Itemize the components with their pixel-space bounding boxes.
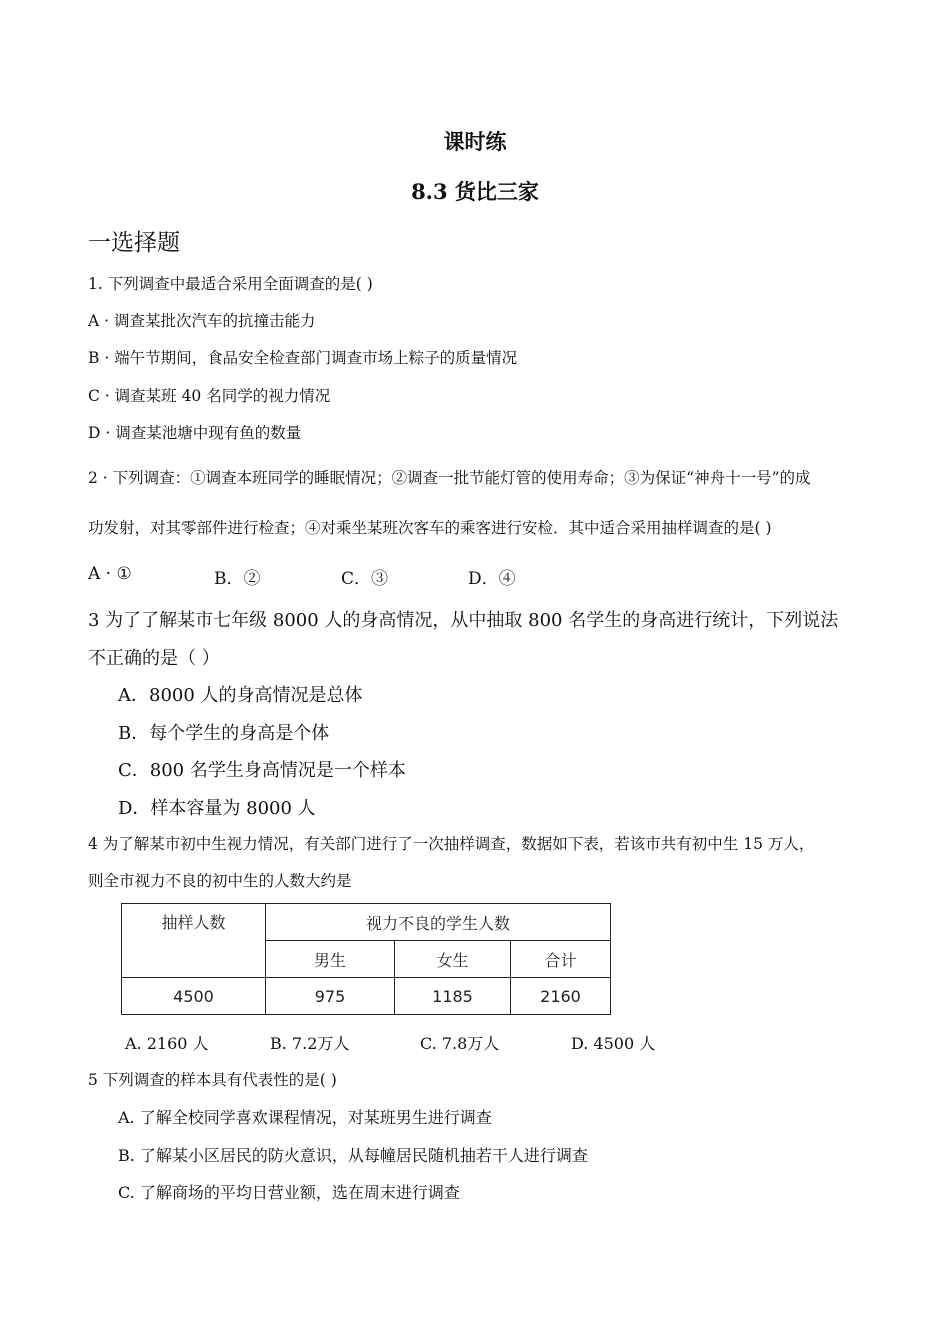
question-5-option-c: C. 了解商场的平均日营业额，选在周末进行调查 bbox=[118, 1183, 460, 1202]
question-3-option-a: A．8000 人的身高情况是总体 bbox=[118, 685, 363, 706]
question-1-option-b: B · 端午节期间，食品安全检查部门调查市场上粽子的质量情况 bbox=[88, 349, 518, 367]
table-cell-girls: 1185 bbox=[395, 978, 511, 1015]
table-cell-total: 2160 bbox=[511, 978, 611, 1015]
question-3-option-c: C．800 名学生身高情况是一个样本 bbox=[118, 760, 406, 781]
question-4-option-c: C. 7.8万人 bbox=[420, 1034, 500, 1053]
question-2-option-b: B．② bbox=[214, 569, 261, 589]
question-2-option-d: D．④ bbox=[468, 569, 516, 589]
question-2-stem-line2: 功发射，对其零部件进行检查；④对乘坐某班次客车的乘客进行安检．其中适合采用抽样调查的是( ) bbox=[88, 519, 772, 537]
question-4-stem-line2: 则全市视力不良的初中生的人数大约是 bbox=[88, 872, 352, 890]
question-4-stem-line1: 4 为了解某市初中生视力情况，有关部门进行了一次抽样调查，数据如下表，若该市共有初中生 15 万人， bbox=[88, 835, 815, 853]
question-5-stem: 5 下列调查的样本具有代表性的是( ) bbox=[88, 1071, 337, 1089]
lesson-subtitle: 8.3 货比三家 bbox=[411, 179, 539, 204]
question-2-stem-line1: 2 · 下列调查：①调查本班同学的睡眠情况；②调查一批节能灯管的使用寿命；③为保证“神舟十一号”的成 bbox=[88, 469, 811, 487]
question-5-option-b: B. 了解某小区居民的防火意识，从每幢居民随机抽若干人进行调查 bbox=[118, 1146, 588, 1165]
question-3-option-d: D．样本容量为 8000 人 bbox=[118, 798, 316, 819]
section-heading: 一选择题 bbox=[88, 230, 180, 256]
question-4-option-b: B. 7.2万人 bbox=[270, 1034, 350, 1053]
question-3-option-b: B．每个学生的身高是个体 bbox=[118, 723, 330, 744]
table-cell-boys: 975 bbox=[266, 978, 395, 1015]
table-cell-sample: 4500 bbox=[122, 978, 266, 1015]
survey-table bbox=[121, 903, 611, 1015]
question-4-option-a: A. 2160 人 bbox=[125, 1034, 209, 1053]
page-title: 课时练 bbox=[443, 129, 507, 154]
question-2-option-a: A · ① bbox=[88, 564, 132, 584]
table-header-poor-vision: 视力不良的学生人数 bbox=[266, 904, 611, 941]
table-header-total: 合计 bbox=[511, 941, 611, 978]
question-1-stem: 1. 下列调查中最适合采用全面调查的是( ) bbox=[88, 275, 373, 293]
table-row bbox=[122, 978, 611, 1015]
question-5-option-a: A. 了解全校同学喜欢课程情况，对某班男生进行调查 bbox=[118, 1108, 492, 1127]
question-1-option-c: C · 调查某班 40 名同学的视力情况 bbox=[88, 387, 331, 405]
question-1-option-a: A · 调查某批次汽车的抗撞击能力 bbox=[88, 312, 316, 330]
table-header-girls: 女生 bbox=[395, 941, 511, 978]
question-3-stem-line1: 3 为了了解某市七年级 8000 人的身高情况，从中抽取 800 名学生的身高进行统计，下列说法 bbox=[88, 610, 839, 631]
question-4-option-d: D. 4500 人 bbox=[571, 1034, 656, 1053]
question-1-option-d: D · 调查某池塘中现有鱼的数量 bbox=[88, 424, 302, 442]
question-2-option-c: C．③ bbox=[341, 569, 389, 589]
table-header-boys: 男生 bbox=[266, 941, 395, 978]
question-3-stem-line2: 不正确的是（ ） bbox=[88, 648, 220, 669]
table-header-sample-count: 抽样人数 bbox=[122, 904, 266, 978]
